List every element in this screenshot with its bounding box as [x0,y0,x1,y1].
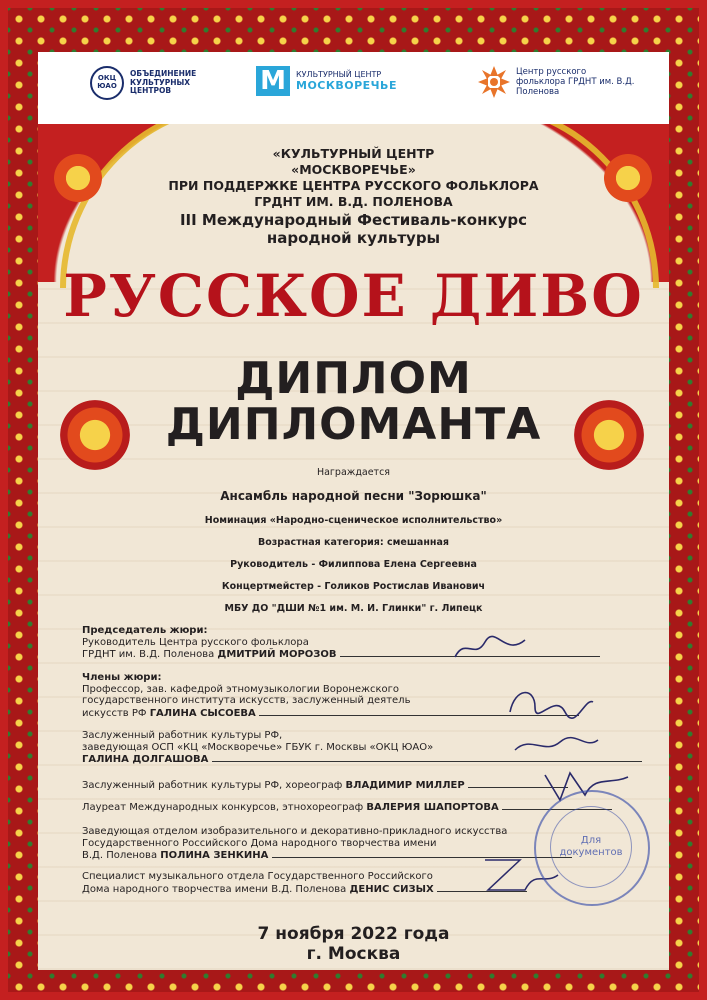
leader: Руководитель - Филиппова Елена Сергеевна [230,559,477,570]
folklore-center-logo [478,66,636,98]
festival-title: РУССКОЕ ДИВО [63,262,644,330]
jury-m5-line3: В.Д. Поленова [82,850,158,861]
jury-m5-line1: Заведующая отделом изобразительного и декоративно-прикладного искусства [82,826,508,837]
signature-sysoeva [505,682,595,722]
ensemble-name: Ансамбль народной песни "Зорюшка" [220,489,487,503]
age-category: Возрастная категория: смешанная [258,537,449,548]
okc-badge-line2: ЮАО [97,82,117,90]
jury-m6-line1: Специалист музыкального отдела Государственного Российского [82,871,433,882]
diploma-title-line2: ДИПЛОМАНТА [165,399,542,450]
jury-m6-line2: Дома народного творчества имени В.Д. Поленова [82,883,347,895]
header-line4: ГРДНТ ИМ. В.Д. ПОЛЕНОВА [254,194,453,209]
jury-m1-line2: государственного института искусств, заслуженный деятель [82,695,411,706]
jury-chair-label: Председатель жюри: [82,625,208,636]
moskvorechye-m-icon: M [256,66,290,96]
jury-m4-name: ВАЛЕРИЯ ШАПОРТОВА [366,802,499,813]
jury-m5-line2: Государственного Российского Дома народного творчества имени [82,837,437,849]
festival-line1: III Международный Фестиваль-конкурс [179,211,528,229]
signature-morozov [450,632,530,662]
jury-m1-line1: Профессор, зав. кафедрой этномузыкологии Воронежского [82,683,400,695]
jury-m3-line1: Заслуженный работник культуры РФ, хореограф [82,780,343,791]
okc-badge-line1: ОКЦ [97,74,117,83]
folklore-center-text: Центр русского фольклора ГРДНТ им. В.Д. Поленова [516,66,635,98]
school: МБУ ДО "ДШИ №1 им. М. И. Глинки" г. Липецк [224,603,483,614]
folklore-star-icon [478,66,510,98]
okc-logo [90,66,204,100]
moskvorechye-line2: МОСКВОРЕЧЬЕ [296,79,397,93]
jury-m4-line1: Лауреат Международных конкурсов, этнохореограф [82,802,364,813]
logo-bar [38,52,669,124]
header-line3: ПРИ ПОДДЕРЖКЕ ЦЕНТРА РУССКОГО ФОЛЬКЛОРА [168,178,539,193]
accompanist: Концертмейстер - Голиков Ростислав Иванович [221,581,486,592]
festival-line2: народной культуры [266,229,441,247]
diploma-title-line1: ДИПЛОМ [235,353,472,404]
stamp-text2: документов [559,847,623,858]
stamp-text1: Для [580,835,602,846]
jury-members-label: Члены жюри: [82,672,162,683]
jury-m5-name: ПОЛИНА ЗЕНКИНА [160,850,269,861]
jury-chair-name: ДМИТРИЙ МОРОЗОВ [217,649,337,660]
official-stamp [534,790,650,906]
header-line2: «МОСКВОРЕЧЬЕ» [291,162,416,177]
okc-logo-text: ОБЪЕДИНЕНИЕ КУЛЬТУРНЫХ ЦЕНТРОВ [130,69,197,96]
moskvorechye-line1: КУЛЬТУРНЫЙ ЦЕНТР [296,69,382,79]
jury-m2-line2: заведующая ОСП «КЦ «Москворечье» ГБУК г. Москвы «ОКЦ ЮАО» [82,741,434,753]
jury-m1-name: ГАЛИНА СЫСОЕВА [149,707,256,719]
nomination: Номинация «Народно-сценическое исполнительство» [204,515,503,526]
signature-dolgashova [510,730,600,760]
jury-chair-block [82,625,642,661]
jury-m6-name: ДЕНИС СИЗЫХ [349,883,434,895]
okc-logo-badge [90,66,124,100]
jury-chair-text2: ГРДНТ им. В.Д. Поленова [82,649,215,660]
award-city: г. Москва [306,944,401,964]
jury-m2-name: ГАЛИНА ДОЛГАШОВА [82,754,209,765]
header-line1: «КУЛЬТУРНЫЙ ЦЕНТР [272,146,435,161]
stamp-inner [550,806,632,888]
jury-m2-line1: Заслуженный работник культуры РФ, [82,730,283,741]
moskvorechye-logo [256,66,397,96]
jury-m1-line3: искусств РФ [82,707,147,719]
awarded-label: Награждается [316,467,391,478]
award-date: 7 ноября 2022 года [257,924,450,944]
jury-m3-name: ВЛАДИМИР МИЛЛЕР [345,780,465,791]
jury-chair-text1: Руководитель Центра русского фольклора [82,636,309,648]
